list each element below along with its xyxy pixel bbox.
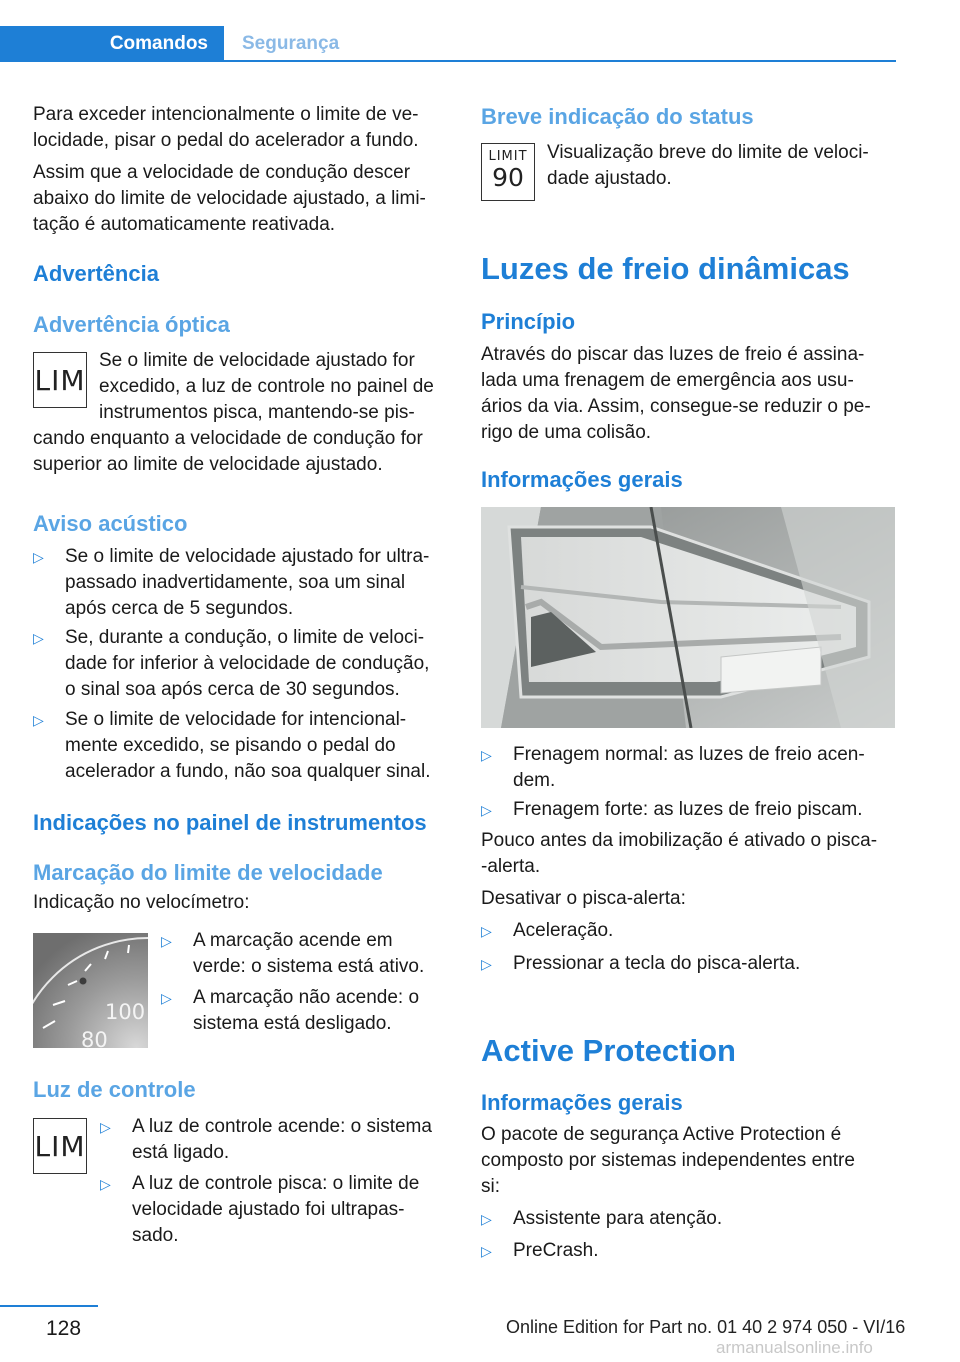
list-item (100, 1114, 460, 1166)
heading-informacoes-gerais: Informações gerais (481, 467, 683, 492)
bullet-triangle-icon: ▷ (481, 802, 492, 818)
list-item (481, 1238, 901, 1264)
bullet-triangle-icon: ▷ (33, 712, 44, 728)
breve-text-block (547, 140, 869, 192)
text-line: PreCrash. (513, 1240, 599, 1261)
text-line: dem. (513, 770, 556, 791)
list-item (161, 985, 461, 1037)
desativar-text: Desativar o pisca-alerta: (481, 888, 686, 909)
list-item (33, 625, 453, 703)
text-line: Pouco antes da imobilização é ativado o pisca- (481, 830, 878, 851)
tail-light-image (481, 507, 895, 728)
text-line: A luz de controle acende: o sistema (132, 1116, 432, 1137)
optica-text-continued (33, 426, 423, 478)
text-line: si: (481, 1176, 500, 1197)
list-item (33, 707, 453, 785)
paragraph-exceder (33, 102, 419, 154)
bullet-triangle-icon: ▷ (100, 1119, 111, 1135)
text-line: Se o limite de velocidade for intencional- (65, 709, 407, 730)
list-item (481, 951, 901, 977)
text-line: Assim que a velocidade de condução descer (33, 162, 411, 183)
text-line: Se o limite de velocidade ajustado for (99, 350, 415, 371)
text-line: velocidade ajustado foi ultrapas- (132, 1199, 405, 1220)
bullet-triangle-icon: ▷ (161, 990, 172, 1006)
text-line: Visualização breve do limite de veloci- (547, 142, 869, 163)
text-line: Aceleração. (513, 920, 614, 941)
text-line: sistema está desligado. (193, 1013, 392, 1034)
text-line: Frenagem normal: as luzes de freio acen- (513, 744, 865, 765)
text-line: -alerta. (481, 856, 541, 877)
list-item (481, 1206, 901, 1232)
text-line: após cerca de 5 segundos. (65, 598, 294, 619)
indicacao-text: Indicação no velocímetro: (33, 892, 250, 913)
list-item (100, 1171, 460, 1249)
pacote-text-block (481, 1122, 855, 1200)
bullet-triangle-icon: ▷ (481, 747, 492, 763)
text-line: Através do piscar das luzes de freio é assina- (481, 344, 865, 365)
text-line: Frenagem forte: as luzes de freio piscam. (513, 799, 863, 820)
text-line: locidade, pisar o pedal do acelerador a fundo. (33, 130, 419, 151)
optica-text-block (99, 348, 434, 426)
text-line: Assistente para atenção. (513, 1208, 723, 1229)
speedometer-image (33, 933, 148, 1048)
limit-icon-number: 90 (492, 163, 524, 192)
text-line: está ligado. (132, 1142, 230, 1163)
lim-indicator-icon (33, 1118, 87, 1174)
heading-principio: Princípio (481, 309, 576, 334)
bullet-triangle-icon: ▷ (100, 1176, 111, 1192)
text-line: lada uma frenagem de emergência aos usu- (481, 370, 854, 391)
speedo-label-80: 80 (81, 1028, 108, 1048)
text-line: Para exceder intencionalmente o limite de ve- (33, 104, 419, 125)
heading-aviso-acustico: Aviso acústico (33, 511, 188, 536)
text-line: acelerador a fundo, não soa qualquer sinal. (65, 761, 431, 782)
text-line: ários da via. Assim, consegue-se reduzir o pe- (481, 396, 871, 417)
limit-icon-top-label: LIMIT (488, 149, 528, 164)
text-line: passado inadvertidamente, soa um sinal (65, 572, 406, 593)
text-line: A marcação acende em (193, 930, 393, 951)
text-line: dade for inferior à velocidade de condução, (65, 653, 430, 674)
heading-advertencia-optica: Advertência óptica (33, 312, 230, 337)
lim-indicator-icon (33, 352, 87, 408)
edition-text: Online Edition for Part no. 01 40 2 974 050 - VI/16 (506, 1317, 906, 1337)
text-line: O pacote de segurança Active Protection é (481, 1124, 842, 1145)
bullet-triangle-icon: ▷ (481, 923, 492, 939)
text-line: Se, durante a condução, o limite de veloci- (65, 627, 425, 648)
list-item (481, 918, 901, 944)
page-number: 128 (46, 1317, 82, 1340)
bullet-triangle-icon: ▷ (33, 630, 44, 646)
lim-icon-label: LIM (34, 363, 86, 397)
bullet-triangle-icon: ▷ (33, 549, 44, 565)
tab-comandos[interactable]: Comandos (0, 26, 224, 62)
list-item (161, 928, 461, 980)
text-line: sado. (132, 1225, 179, 1246)
text-line: A luz de controle pisca: o limite de (132, 1173, 420, 1194)
bullet-triangle-icon: ▷ (481, 956, 492, 972)
text-line: rigo de uma colisão. (481, 422, 652, 443)
page-header (0, 0, 960, 62)
text-line: o sinal soa após cerca de 30 segundos. (65, 679, 400, 700)
speedo-label-100: 100 (105, 1000, 146, 1024)
heading-marcacao: Marcação do limite de velocidade (33, 860, 383, 885)
heading-luzes-de-freio: Luzes de freio dinâmicas (481, 251, 850, 286)
list-item (481, 742, 901, 794)
watermark-text: armanualsonline.info (716, 1338, 873, 1357)
text-line: Se o limite de velocidade ajustado for ultra- (65, 546, 430, 567)
text-line: tação é automaticamente reativada. (33, 214, 336, 235)
bullet-triangle-icon: ▷ (481, 1243, 492, 1259)
tab-seguranca[interactable]: Segurança (242, 33, 340, 54)
heading-advertencia: Advertência (33, 261, 159, 286)
text-line: superior ao limite de velocidade ajustado. (33, 454, 383, 475)
heading-luz-de-controle: Luz de controle (33, 1077, 196, 1102)
principio-text-block (481, 342, 871, 446)
limit-90-icon (481, 143, 535, 201)
pouco-text-block (481, 828, 877, 880)
text-line: verde: o sistema está ativo. (193, 956, 425, 977)
footer-rule (0, 1305, 98, 1307)
heading-informacoes-gerais-2: Informações gerais (481, 1090, 683, 1115)
text-line: instrumentos pisca, mantendo-se pis- (99, 402, 415, 423)
heading-breve-indicacao: Breve indicação do status (481, 104, 754, 129)
text-line: A marcação não acende: o (193, 987, 420, 1008)
text-line: dade ajustado. (547, 168, 672, 189)
text-line: composto por sistemas independentes entre (481, 1150, 855, 1171)
paragraph-assim (33, 160, 426, 238)
heading-indicacoes: Indicações no painel de instrumentos (33, 810, 427, 835)
text-line: mente excedido, se pisando o pedal do (65, 735, 396, 756)
list-item (481, 797, 901, 823)
heading-active-protection: Active Protection (481, 1033, 736, 1068)
bullet-triangle-icon: ▷ (161, 933, 172, 949)
text-line: abaixo do limite de velocidade ajustado, a limi- (33, 188, 426, 209)
text-line: cando enquanto a velocidade de condução for (33, 428, 423, 449)
text-line: Pressionar a tecla do pisca-alerta. (513, 953, 801, 974)
bullet-triangle-icon: ▷ (481, 1211, 492, 1227)
list-item (33, 544, 453, 622)
text-line: excedido, a luz de controle no painel de (99, 376, 434, 397)
header-rule (224, 60, 896, 62)
lim-icon-label: LIM (34, 1129, 86, 1163)
